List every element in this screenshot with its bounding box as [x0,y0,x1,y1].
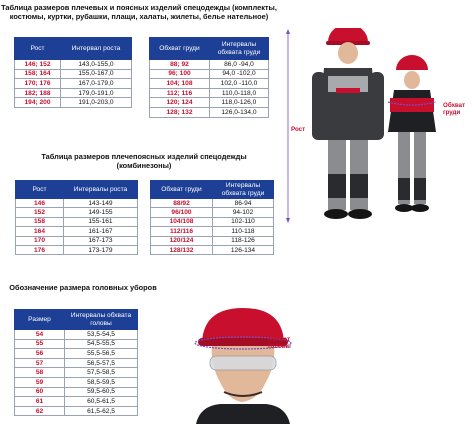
table-row [16,245,138,254]
size-cell: 112; 116 [150,88,210,98]
table-row [16,199,138,208]
size-cell: 61 [15,397,65,407]
size-cell: 104; 108 [150,79,210,89]
interval-cell: 54,5-55,5 [65,339,138,349]
interval-cell: 60,5-61,5 [65,397,138,407]
size-cell: 152 [16,208,64,217]
chest-label: Обхват груди [443,102,466,116]
size-cell: 194; 200 [15,98,61,108]
section1-title: Таблица размеров плечевых и поясных изделий спецодежды (комплекты, костюмы, куртки, рубашки, плащи, халаты, жилеты, белье нательное) [1,3,277,21]
height-table-1 [14,37,132,108]
table-row [151,227,274,236]
table-row [150,60,269,70]
table-row [15,368,138,378]
interval-cell: 143,0-155,0 [61,60,132,70]
size-cell: 55 [15,339,65,349]
interval-cell: 94-102 [213,208,274,217]
interval-cell: 167,0-179,0 [61,79,132,89]
head-illustration [190,304,300,424]
size-cell: 176 [16,245,64,254]
size-cell: 120/124 [151,236,213,245]
size-cell: 54 [15,330,65,340]
size-cell: 59 [15,377,65,387]
height-table-2 [15,180,138,255]
table-row [15,88,132,98]
table-row [150,98,269,108]
interval-cell: 161-167 [64,227,138,236]
col-header: Интервалы обхвата груди [213,181,274,199]
table-row [15,377,138,387]
table-row [151,217,274,226]
chest-table-2 [150,180,274,255]
table-row [16,227,138,236]
table-row [150,107,269,117]
col-header: Размер [15,310,65,330]
workers-illustration [278,28,474,228]
table-row [150,69,269,79]
male-worker-figure [312,28,384,219]
interval-cell: 126-134 [213,245,274,254]
table-row [151,245,274,254]
interval-cell: 118,0-126,0 [210,98,269,108]
col-header: Интервалы обхвата головы [65,310,138,330]
size-cell: 56 [15,349,65,359]
col-header: Интервалы роста [64,181,138,199]
interval-cell: 167-173 [64,236,138,245]
interval-cell: 143-149 [64,199,138,208]
col-header: Рост [16,181,64,199]
table-row [151,236,274,245]
interval-cell: 86-94 [213,199,274,208]
table-row [15,397,138,407]
col-header: Интервал роста [61,38,132,60]
interval-cell: 126,0-134,0 [210,107,269,117]
interval-cell: 191,0-203,0 [61,98,132,108]
table-row [150,79,269,89]
table-row [16,236,138,245]
size-cell: 88/92 [151,199,213,208]
table-row [15,349,138,359]
chest-table-1 [149,37,269,118]
size-cell: 170; 176 [15,79,61,89]
table-row [16,208,138,217]
interval-cell: 118-126 [213,236,274,245]
table-row [16,217,138,226]
interval-cell: 173-179 [64,245,138,254]
table-row [151,199,274,208]
interval-cell: 102,0 -110,0 [210,79,269,89]
size-cell: 146; 152 [15,60,61,70]
table-row [15,387,138,397]
female-worker-figure [388,55,436,212]
size-cell: 112/116 [151,227,213,236]
size-cell: 158; 164 [15,69,61,79]
section2-title: Таблица размеров плечепоясных изделий спецодежды (комбинезоны) [41,152,247,170]
col-header: Обхват груди [150,38,210,60]
size-cell: 128/132 [151,245,213,254]
section3-title: Обозначение размера головных уборов [9,283,157,292]
interval-cell: 179,0-191,0 [61,88,132,98]
interval-cell: 61,5-62,5 [65,406,138,416]
interval-cell: 102-110 [213,217,274,226]
size-cell: 88; 92 [150,60,210,70]
interval-cell: 110-118 [213,227,274,236]
size-cell: 158 [16,217,64,226]
height-label: Рост [291,126,306,133]
table-row [15,339,138,349]
size-cell: 128; 132 [150,107,210,117]
interval-cell: 53,5-54,5 [65,330,138,340]
interval-cell: 57,5-58,5 [65,368,138,378]
table-row [151,208,274,217]
interval-cell: 58,5-59,5 [65,377,138,387]
interval-cell: 56,5-57,5 [65,358,138,368]
interval-cell: 155,0-167,0 [61,69,132,79]
interval-cell: 155-161 [64,217,138,226]
size-cell: 57 [15,358,65,368]
size-cell: 120; 124 [150,98,210,108]
table-row [15,406,138,416]
col-header: Рост [15,38,61,60]
head-label: Обхват головы [268,336,291,350]
table-row [15,330,138,340]
size-cell: 170 [16,236,64,245]
table-row [15,79,132,89]
size-cell: 58 [15,368,65,378]
interval-cell: 59,5-60,5 [65,387,138,397]
size-cell: 146 [16,199,64,208]
interval-cell: 149-155 [64,208,138,217]
table-row [15,98,132,108]
table-row [15,60,132,70]
interval-cell: 94,0 -102,0 [210,69,269,79]
col-header: Обхват груди [151,181,213,199]
interval-cell: 55,5-56,5 [65,349,138,359]
table-row [15,358,138,368]
col-header: Интервалы обхвата груди [210,38,269,60]
table-row [15,69,132,79]
size-cell: 182; 188 [15,88,61,98]
table-row [150,88,269,98]
size-cell: 104/108 [151,217,213,226]
interval-cell: 86,0 -94,0 [210,60,269,70]
size-cell: 96; 100 [150,69,210,79]
size-cell: 60 [15,387,65,397]
size-cell: 96/100 [151,208,213,217]
size-cell: 164 [16,227,64,236]
size-cell: 62 [15,406,65,416]
interval-cell: 110,0-118,0 [210,88,269,98]
head-size-table [14,309,138,416]
